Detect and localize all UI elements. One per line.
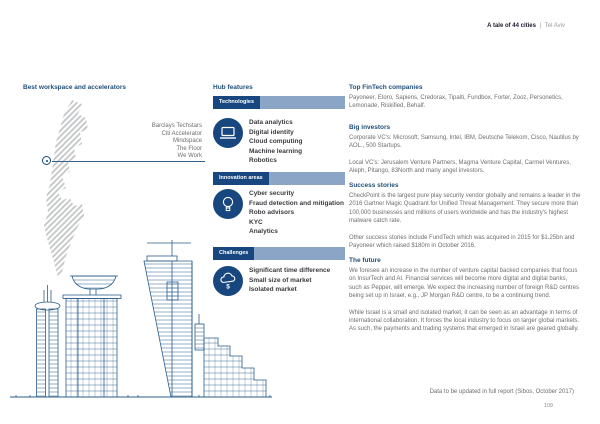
- section-heading: Success stories: [349, 182, 399, 189]
- challenges-list: [249, 266, 359, 295]
- round-tower: [35, 285, 60, 397]
- technologies-label: Technologies: [213, 96, 260, 109]
- section-the-future: [349, 257, 581, 342]
- slanted-tower: [144, 256, 192, 397]
- list-item: Robotics: [249, 157, 277, 164]
- laptop-icon: [213, 118, 243, 148]
- section-top-fintech-companies: [349, 84, 581, 119]
- list-item: We Work: [177, 153, 202, 160]
- paragraph: Local VC's: Jerusalem Venture Partners, Magma Venture Capital, Carmel Ventures, Aleph, Pitango, 83North and many angel investors.: [349, 159, 571, 175]
- list-item: Significant time difference: [249, 267, 331, 274]
- list-item: Citi Accelerator: [161, 130, 202, 137]
- section-heading: Top FinTech companies: [349, 84, 423, 91]
- list-item: KYC: [249, 218, 263, 226]
- section-heading: The future: [349, 257, 381, 264]
- paragraph: Corporate VC's: Microsoft, Samsung, Intel, IBM, Deutsche Telekom, Cisco, Nautilus by AOL., 500 Startups.: [349, 135, 579, 150]
- list-item: Machine learning: [249, 147, 303, 155]
- hub-features-title: Hub features: [213, 84, 253, 91]
- list-item: Mindspace: [172, 138, 202, 145]
- update-note: Data to be updated in full report (Sibos, October 2017): [429, 389, 574, 395]
- challenges-bar: [213, 247, 345, 260]
- paragraph: We foresee an increase in the number of venture capital backed companies that focus on InsurTech and AI. Financial services will become more digital and digital banks, such as Pepper, will emerge. We expect the increasing number of foreign R&D centres being set up in Israel, e.g., JP Morgan R&D centre, to be a continuing trend.: [349, 268, 580, 300]
- header-separator: |: [539, 23, 542, 29]
- list-item: Small size of market: [249, 276, 312, 284]
- tel-aviv-marker-dot: [46, 160, 49, 163]
- list-item: Fraud detection and mitigation: [249, 199, 344, 207]
- workspace-title: Best workspace and accelerators: [23, 84, 126, 91]
- technologies-list: [249, 118, 346, 166]
- lightbulb-icon: [213, 189, 243, 219]
- innovation-areas-label: Innovation areas: [213, 172, 269, 185]
- list-item: Analytics: [249, 228, 278, 235]
- page-number: 109: [543, 403, 553, 409]
- page-header: [487, 23, 565, 29]
- paragraph: While Israel is a small and isolated market, it can be seen as an advantage in terms of international collaboration. It forces the local industry to focus on larger global markets. As such, the payments and trading systems that emerged in Israel are geared globally.: [349, 309, 580, 333]
- list-item: Data analytics: [249, 119, 293, 126]
- innovation-areas-bar: [213, 172, 345, 185]
- paragraph: Other success stories include FundTech which was acquired in 2015 for $1.25bn and Payoneer which raised $180m in October 2016.: [349, 234, 575, 250]
- cloud-dollar-icon: [213, 266, 243, 296]
- section-heading: Big investors: [349, 124, 391, 131]
- list-item: Barclays Techstars: [151, 123, 202, 129]
- list-item: Digital identity: [249, 128, 294, 136]
- section-success-stories: [349, 182, 581, 258]
- paragraph: CheckPoint is the largest pure play security vendor globally and remains a leader in the 2016 Gartner Magic Quadrant for Unified Threat Management. They secure more than 100,000 businesses and millions of users worldwide and has the industry's highest malware catch rate.: [349, 193, 581, 225]
- accelerator-list: [62, 123, 202, 161]
- report-title: A tale of 44 cities: [487, 23, 536, 29]
- technologies-bar: [213, 96, 345, 109]
- tel-aviv-skyline-illustration: [8, 238, 273, 403]
- stepped-buildings: [195, 314, 266, 397]
- list-item: Robo advisors: [249, 209, 295, 216]
- section-big-investors: [349, 124, 581, 184]
- challenges-label: Challenges: [213, 247, 254, 260]
- bowl-top-building: [63, 276, 121, 397]
- svg-text:$: $: [226, 283, 230, 291]
- list-item: Isolated market: [249, 286, 297, 293]
- city-name: Tel Aviv: [544, 23, 565, 29]
- list-item: The Floor: [176, 145, 202, 152]
- tel-aviv-callout-line: [52, 161, 205, 162]
- list-item: Cyber security: [249, 190, 295, 197]
- innovation-areas-list: [249, 189, 346, 237]
- paragraph: Payoneer, Etoro, Sapiens, Credorax, Tipalti, Fundbox, Forter, Zooz, Personetics, Lemonade, Riskified, Behalf.: [349, 95, 563, 110]
- list-item: Cloud computing: [249, 138, 303, 145]
